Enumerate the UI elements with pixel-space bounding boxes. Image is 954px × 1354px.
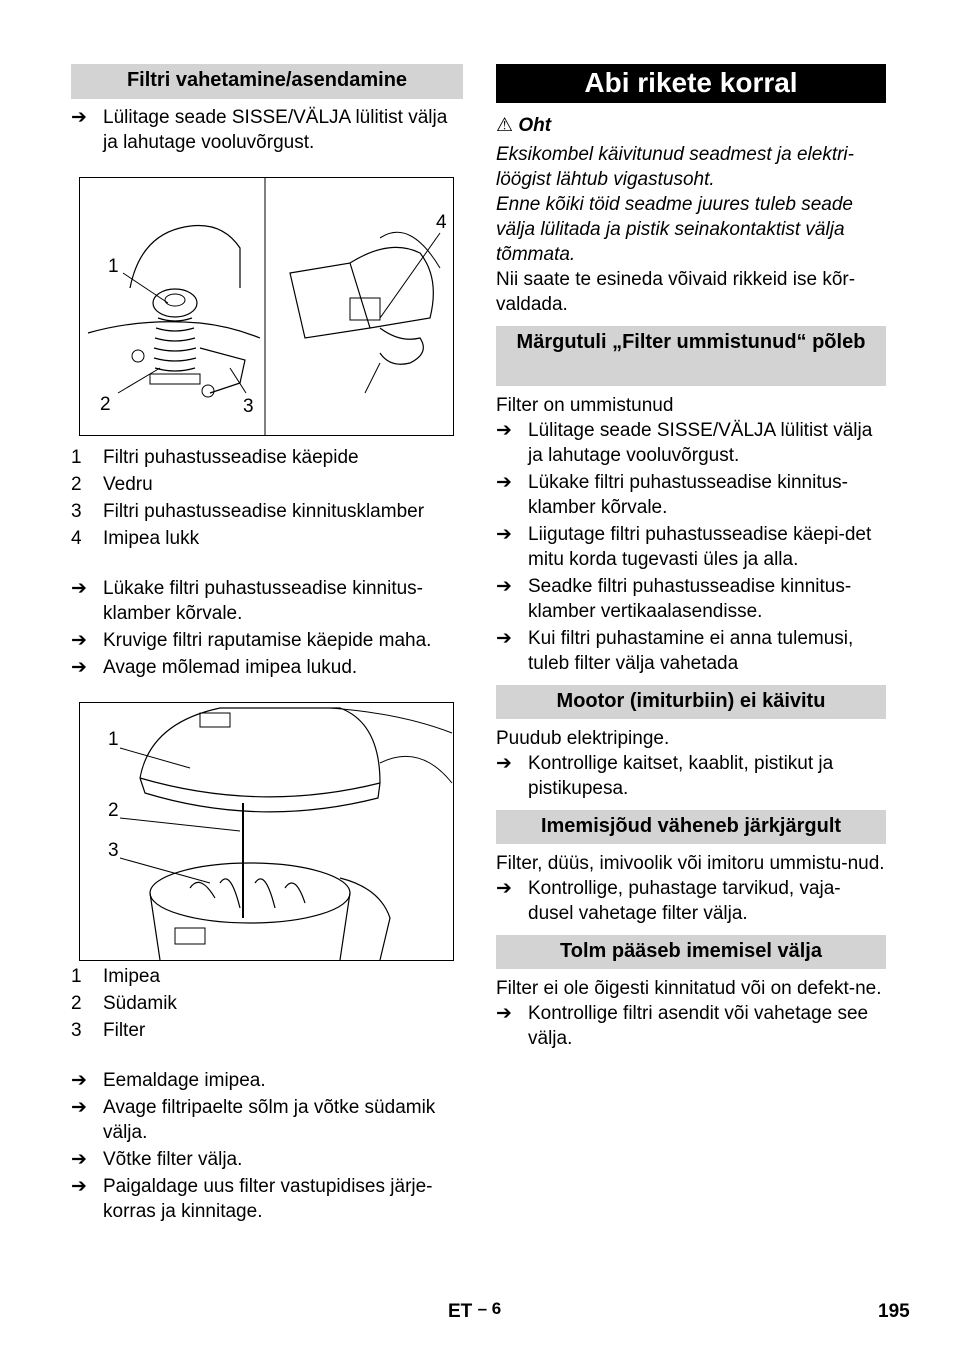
legend-item: 3 Filter	[71, 1020, 146, 1041]
right-arrow-icon: ➔	[71, 1149, 87, 1170]
figure2-legend	[71, 964, 463, 1043]
figure-label: 2	[108, 800, 119, 821]
step-item: ➔ Lükake filtri puhastusseadise kinnitus-klamber kõrvale.	[71, 578, 424, 624]
danger-text: Eksikombel käivitunud seadmest ja elektri-löögist lähtub vigastusoht.	[496, 144, 854, 190]
figure-label: 3	[108, 840, 119, 861]
footer-language: ET – 6	[448, 1299, 502, 1322]
danger-heading: ⚠ Oht	[496, 115, 552, 136]
figure-vacuum-head	[79, 702, 454, 961]
intro-text: Nii saate te esineda võivaid rikkeid ise kõr-valdada.	[496, 269, 856, 315]
vacuum-head-illustration	[80, 703, 453, 960]
right-arrow-icon: ➔	[71, 1097, 87, 1118]
step-item: ➔ Paigaldage uus filter vastupidises järje-korras ja kinnitage.	[71, 1176, 433, 1222]
right-arrow-icon: ➔	[496, 524, 512, 545]
right-arrow-icon: ➔	[496, 878, 512, 899]
step-item: ➔ Kruvige filtri raputamise käepide maha.	[71, 630, 432, 651]
cause-text: Filter ei ole õigesti kinnitatud või on defekt-ne.	[496, 978, 882, 999]
left-column	[71, 64, 463, 1224]
right-arrow-icon: ➔	[496, 753, 512, 774]
legend-item: 2 Südamik	[71, 993, 177, 1014]
right-arrow-icon: ➔	[496, 576, 512, 597]
cause-text: Filter, düüs, imivoolik või imitoru ummistu-nud.	[496, 853, 885, 874]
right-arrow-icon: ➔	[496, 472, 512, 493]
legend-item: 4 Imipea lukk	[71, 528, 200, 549]
page-number: 195	[878, 1301, 910, 1322]
section-title-motor: Mootor (imiturbiin) ei käivitu	[496, 685, 886, 719]
right-arrow-icon: ➔	[71, 1070, 87, 1091]
right-arrow-icon: ➔	[71, 657, 87, 678]
right-arrow-icon: ➔	[71, 1176, 87, 1197]
step-item: ➔ Kui filtri puhastamine ei anna tulemusi, tuleb filter välja vahetada	[496, 628, 854, 674]
warning-triangle-icon: ⚠	[496, 115, 514, 136]
right-arrow-icon: ➔	[71, 630, 87, 651]
step-item: ➔ Avage mõlemad imipea lukud.	[71, 657, 358, 678]
step-item: ➔ Lülitage seade SISSE/VÄLJA lülitist välja ja lahutage vooluvõrgust.	[496, 420, 873, 466]
step-item: ➔ Liigutage filtri puhastusseadise käepi-det mitu korda tugevasti üles ja alla.	[496, 524, 872, 570]
right-arrow-icon: ➔	[496, 628, 512, 649]
figure-filter-cleaning	[79, 177, 454, 436]
section-title-filter-replace: Filtri vahetamine/asendamine	[71, 64, 463, 99]
figure-label: 3	[243, 396, 254, 417]
step-item: ➔ Kontrollige filtri asendit või vahetage see välja.	[496, 1003, 869, 1049]
section-title-filter-clogged: Märgutuli „Filter ummistunud“ põleb	[496, 326, 886, 386]
legend-item: 1 Filtri puhastusseadise käepide	[71, 447, 359, 468]
figure-label: 1	[108, 729, 119, 750]
step-item: ➔ Kontrollige, puhastage tarvikud, vaja-dusel vahetage filter välja.	[496, 878, 841, 924]
right-arrow-icon: ➔	[496, 1003, 512, 1024]
legend-item: 3 Filtri puhastusseadise kinnitusklamber	[71, 501, 425, 522]
right-arrow-icon: ➔	[71, 578, 87, 599]
step-item: ➔ Eemaldage imipea.	[71, 1070, 266, 1091]
step-item: ➔ Avage filtripaelte sõlm ja võtke südamik välja.	[71, 1097, 436, 1143]
cause-text: Filter on ummistunud	[496, 395, 674, 416]
figure-label: 4	[436, 212, 447, 233]
step-item: ➔ Lükake filtri puhastusseadise kinnitus-klamber kõrvale.	[496, 472, 849, 518]
figure1-legend	[71, 445, 463, 551]
steps-group-2	[71, 576, 463, 680]
steps-group-3	[71, 1068, 463, 1224]
step-item: ➔ Seadke filtri puhastusseadise kinnitus-klamber vertikaalasendisse.	[496, 576, 852, 622]
section-title-dust: Tolm pääseb imemisel välja	[496, 935, 886, 969]
right-arrow-icon: ➔	[496, 420, 512, 441]
step-item: ➔ Võtke filter välja.	[71, 1149, 243, 1170]
right-column	[496, 64, 886, 1051]
figure-label: 1	[108, 256, 119, 277]
danger-text: Enne kõiki töid seadme juures tuleb seade välja lülitada ja pistik seinakontaktist välja tõmmata.	[496, 194, 854, 265]
filter-cleaning-illustration	[80, 178, 453, 435]
step-item: ➔ Lülitage seade SISSE/VÄLJA lülitist välja ja lahutage vooluvõrgust.	[71, 107, 448, 153]
main-title: Abi rikete korral	[496, 64, 886, 103]
legend-item: 1 Imipea	[71, 966, 161, 987]
step-item: ➔ Kontrollige kaitset, kaablit, pistikut ja pistikupesa.	[496, 753, 834, 799]
figure-label: 2	[100, 394, 111, 415]
cause-text: Puudub elektripinge.	[496, 728, 670, 749]
section-title-suction: Imemisjõud väheneb järkjärgult	[496, 810, 886, 844]
legend-item: 2 Vedru	[71, 474, 153, 495]
right-arrow-icon: ➔	[71, 107, 87, 128]
